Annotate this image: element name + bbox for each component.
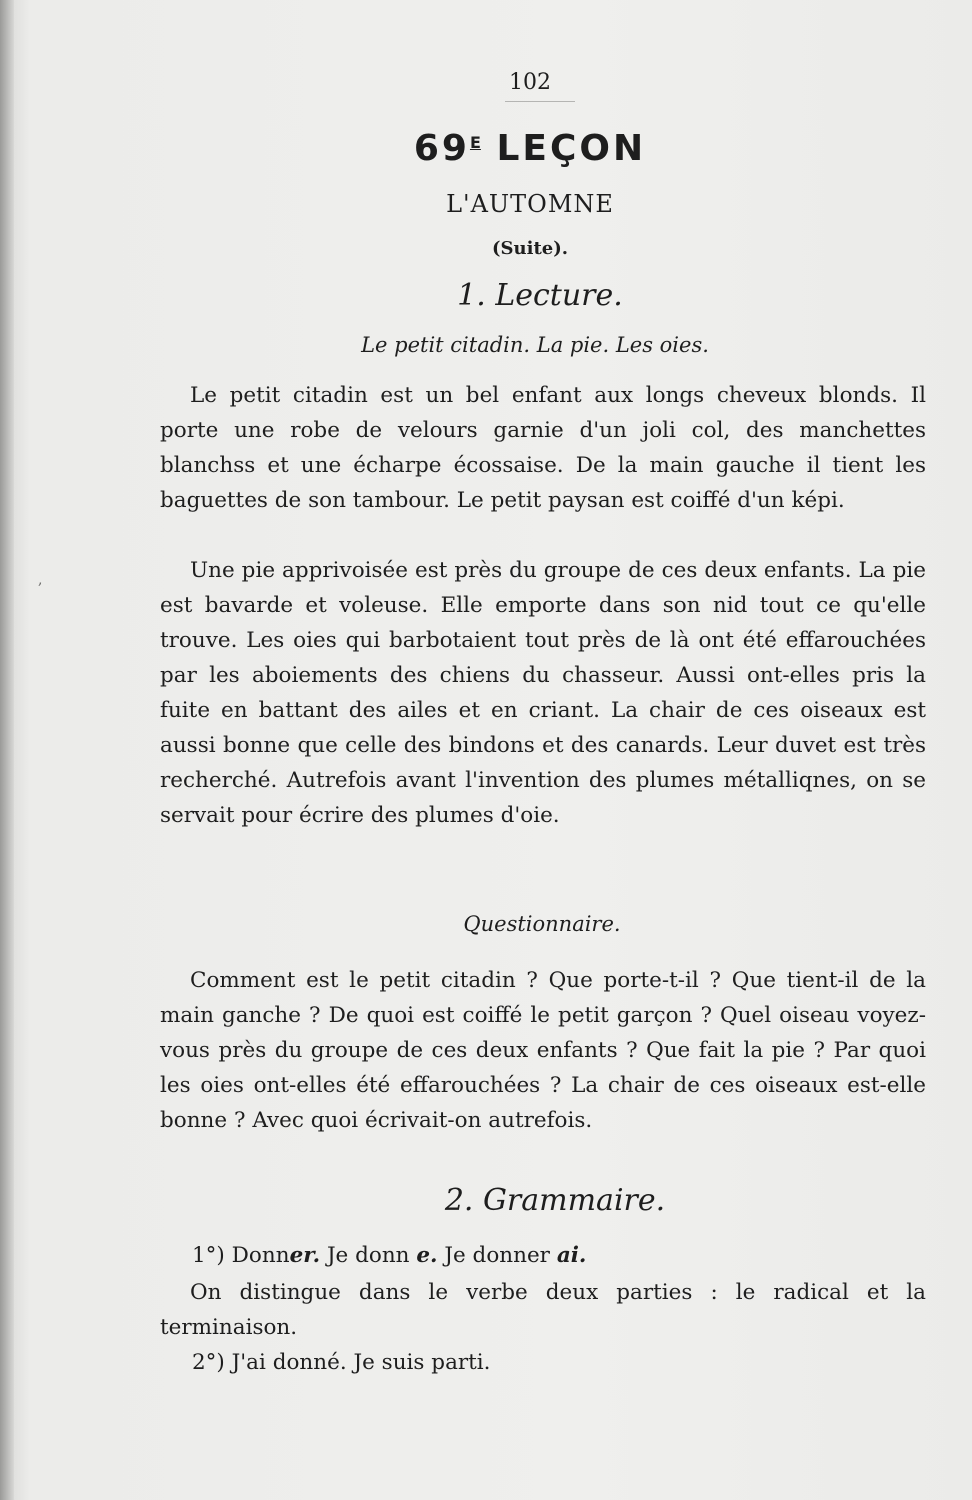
reading-paragraph-1: Le petit citadin est un bel enfant aux longs cheveux blonds. Il porte une robe de velours garnie d'un joli col, des manchettes blanchss et une écharpe écossaise. De la main gauche il tient les baguettes de son tambour. Le petit paysan est coiffé d'un képi. — [160, 383, 926, 513]
grammar-item-1-radical-3: Je donner — [444, 1243, 550, 1268]
lesson-continuation: (Suite). — [492, 238, 568, 259]
lesson-title — [300, 128, 760, 169]
header-rule — [505, 101, 575, 102]
grammar-item-2: 2°) J'ai donné. Je suis parti. — [192, 1350, 491, 1375]
lesson-topic: L'AUTOMNE — [446, 190, 614, 218]
grammar-item-1-radical-1: Donn — [231, 1243, 290, 1268]
lesson-word: LEÇON — [496, 128, 647, 169]
page-gutter — [0, 0, 14, 1500]
margin-mark: , — [38, 572, 43, 588]
grammar-heading: 2. Grammaire. — [444, 1183, 666, 1218]
grammar-item-1-ending-2: e. — [416, 1243, 438, 1268]
grammar-item-1-number: 1°) — [192, 1243, 225, 1268]
questionnaire-heading: Questionnaire. — [463, 912, 621, 936]
grammar-explanation: On distingue dans le verbe deux parties : le radical et la terminaison. — [160, 1280, 926, 1340]
questionnaire-text: Comment est le petit citadin ? Que porte-t-il ? Que tient-il de la main ganche ? De quoi est coiffé le petit garçon ? Quel oiseau voyez-vous près du groupe de ces deux enfants ? Que fait la pie ? Par quoi les oies ont-elles été effarouchées ? La chair de ces oiseaux est-elle bonne ? Avec quoi écrivait-on autrefois. — [160, 968, 926, 1133]
reading-heading: 1. Lecture. — [457, 278, 623, 313]
lesson-ordinal: E — [469, 133, 481, 152]
grammar-item-1 — [160, 1238, 962, 1273]
reading-subtitle: Le petit citadin. La pie. Les oies. — [361, 333, 709, 357]
reading-paragraph-2: Une pie apprivoisée est près du groupe de ces deux enfants. La pie est bavarde et voleuse. Elle emporte dans son nid tout ce qu'elle trouve. Les oies qui barbotaient tout près de là ont été effarouchées par les aboiements des chiens du chasseur. Aussi ont-elles pris la fuite en battant des ailes et en criant. La chair de ces oiseaux est aussi bonne que celle des bindons et des canards. Leur duvet est très recherché. Autrefois avant l'invention des plumes métalliqnes, on se servait pour écrire des plumes d'oie. — [160, 558, 926, 828]
grammar-item-1-ending-3: ai. — [556, 1243, 587, 1268]
grammar-item-1-ending-1: er. — [289, 1243, 321, 1268]
grammar-item-1-radical-2: Je donn — [326, 1243, 410, 1268]
page-number: 102 — [509, 70, 551, 95]
lesson-number: 69 — [413, 128, 470, 169]
